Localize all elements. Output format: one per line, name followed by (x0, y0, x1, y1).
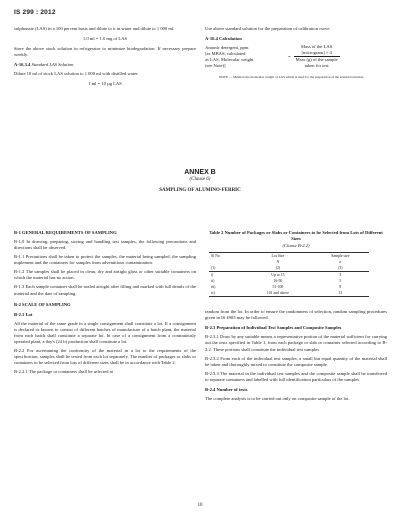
table-colnum-cell: (2) (244, 265, 311, 272)
table-header-cell: Sl No. (209, 253, 244, 260)
top-right-column (205, 26, 387, 80)
b2-3-heading: B-2.3 Preparation of Individual Test Samples and Composite Samples (205, 325, 342, 331)
clause-b-2-1: All the material of the same grade in a single consignment shall constitute a lot. If a consignment is declared or known to consist of different batches of manufacture of a batch plant, the material from each batch shall constitute a separate lot. In case of a consignment from a continuously operated plant, a day's (24 h) production shall constitute a lot. (14, 320, 196, 344)
formula-fraction (294, 44, 340, 69)
numerator-line: Mass of the LAS (301, 44, 333, 50)
table-cell: 3 (339, 272, 342, 277)
table-cell: 8 (339, 284, 342, 289)
clause-number: A-16.3.4 (14, 62, 31, 68)
standard-equivalence-equation: 1 ml = 10 µg LAS (88, 81, 122, 87)
annex-heading (0, 169, 400, 193)
b1-heading: B-1 GENERAL REQUIREMENTS OF SAMPLING (14, 230, 117, 235)
table-cell: 51-100 (272, 284, 284, 289)
table-cell: 101 and above (244, 290, 311, 297)
formula-lhs (205, 45, 285, 69)
table-row (209, 290, 369, 297)
randomness-paragraph: random from the lot. In order to ensure the randomness of selection, random sampling procedures given in IS 4905 may be followed. (205, 309, 387, 321)
storage-paragraph: Store the above stock solution in refrigerator to minimize biodegradation. If necessary prepare weekly. (14, 46, 196, 58)
annex-subtitle: SAMPLING OF ALUMINO-FERRIC (159, 188, 241, 193)
table-2-title: Table 2 Number of Packages or Slabs or Containers to be Selected from Lots of Different Sizes (209, 230, 383, 242)
formula-lhs-line: (see Note)] (205, 62, 226, 68)
table-cell: 13 (312, 290, 369, 297)
table-cell: 5 (339, 278, 342, 283)
b2-1-heading: B-2.1 Lot (14, 311, 33, 317)
clause-b-2-3-1: B-2.3.1 Draw by any suitable means a representative portion of the material sufficient for carrying out the tests specified in Table 1, from each package or slab or container selected according to B-2.2. These portions shall constitute the individual test samples. (205, 334, 387, 352)
b2-4-heading: B-2.4 Number of tests (205, 386, 248, 392)
lis-dilution-paragraph: sulphonate (LAS) in a 100 percent basis and dilute to it in water and dilute to 1 000 ml. (14, 26, 175, 31)
table-cell: Up to 15 (271, 272, 285, 277)
formula-lhs-line: [as MBAS, calculated (205, 50, 246, 56)
table-cell: ii) (211, 278, 215, 283)
clause-title: Standard LAS Solution (31, 62, 74, 68)
clause-b-2-3-3: B-2.3.3 The material in the individual test samples and the composite sample shall be transferred to separate containers and labelled with full identification particulars of the samples. (205, 370, 387, 382)
table-cell: 16-50 (273, 278, 283, 283)
clause-b-1-3: B-1.3 Each sample container shall be sealed airtight after filling and marked with full details of the material and the date of sampling. (14, 284, 196, 296)
page-number: 10 (197, 503, 203, 508)
calculation-heading: A-16.4 Calculation (205, 36, 242, 42)
clause-b-2-2: B-2.2 For ascertaining the conformity of the material in a lot to the requirements of the specification, samples shall be tested from each lot separately. The number of packages or slabs or containers to be selected from lots of different sizes shall be in accordance with Table 2. (14, 347, 196, 366)
table-colnum-cell: (1) (209, 265, 244, 272)
b2-heading: B-2 SCALE OF SAMPLING (14, 301, 71, 307)
table-2-clause: (Clause B-2.2) (282, 243, 310, 249)
table-header-cell: Lot Size (244, 253, 311, 260)
clause-b-2-2-1: B-2.2.1 The package or containers shall be selected at (14, 369, 113, 375)
fraction-denominator (294, 57, 340, 69)
standard-solution-paragraph: Dilute 10 ml of stock LAS solution to 1 000 ml with distilled water. (14, 71, 139, 77)
table-colnum-cell: (3) (312, 265, 369, 272)
annex-title: ANNEX B (184, 169, 216, 176)
clause-b-1-2: B-1.2 The samples shall be placed in clean, dry and airtight glass or other suitable containers on which the material has no action. (14, 269, 196, 281)
table-cell: iv) (209, 290, 244, 297)
equals-sign: = (288, 53, 291, 59)
clause-b-2-4: The complete analysis is to be carried out only on composite sample of the lot. (205, 395, 350, 401)
top-left-column (14, 26, 196, 87)
annex-left-column (14, 230, 196, 375)
table-cell: iii) (211, 284, 216, 289)
table-cell: i) (211, 272, 214, 277)
annex-clause: (Clause 6) (189, 177, 211, 182)
clause-a-16-3-4-heading (14, 62, 196, 68)
fraction-numerator (294, 44, 340, 57)
clause-b-2-3-2: B-2.3.2 From each of the individual test samples, a small but equal quantity of the material shall be taken and thoroughly mixed to constitute the composite sample. (205, 355, 387, 367)
formula-lhs-line: Anionic detergent, ppm (205, 44, 249, 50)
calculation-formula (205, 44, 387, 69)
numerator-line: [microgram] × 4 (301, 50, 332, 56)
denominator-line: taken for test (304, 63, 329, 69)
formula-lhs-line: as LAS, Molecular weight (205, 56, 254, 62)
molecular-weight-note: NOTE — Mention the molecular weight of LAS which is used for the preparation of the standard solution. (219, 75, 365, 80)
table-symbol-cell: n (339, 259, 342, 264)
table-symbol-cell: N (276, 259, 280, 264)
standard-number-header: IS 299 : 2012 (14, 9, 56, 16)
annex-right-column (205, 230, 387, 402)
calibration-paragraph: Use above standard solution for the preparation of calibration curve. (205, 26, 331, 31)
clause-b-1-0: B-1.0 In drawing, preparing, storing and handling test samples, the following precautions and directions shall be observed. (14, 239, 196, 251)
table-header-cell: Sample size (312, 253, 369, 260)
table-2 (209, 252, 369, 297)
clause-b-1-1: B-1.1 Precautions shall be taken to protect the samples, the material being sampled, the sampling implement and the containers for samples from adventitious contamination. (14, 254, 196, 266)
denominator-line: Mass (g) of the sample (295, 57, 338, 63)
stock-equivalence-equation: 1.0 ml = 1.0 mg of LAS (82, 36, 128, 42)
